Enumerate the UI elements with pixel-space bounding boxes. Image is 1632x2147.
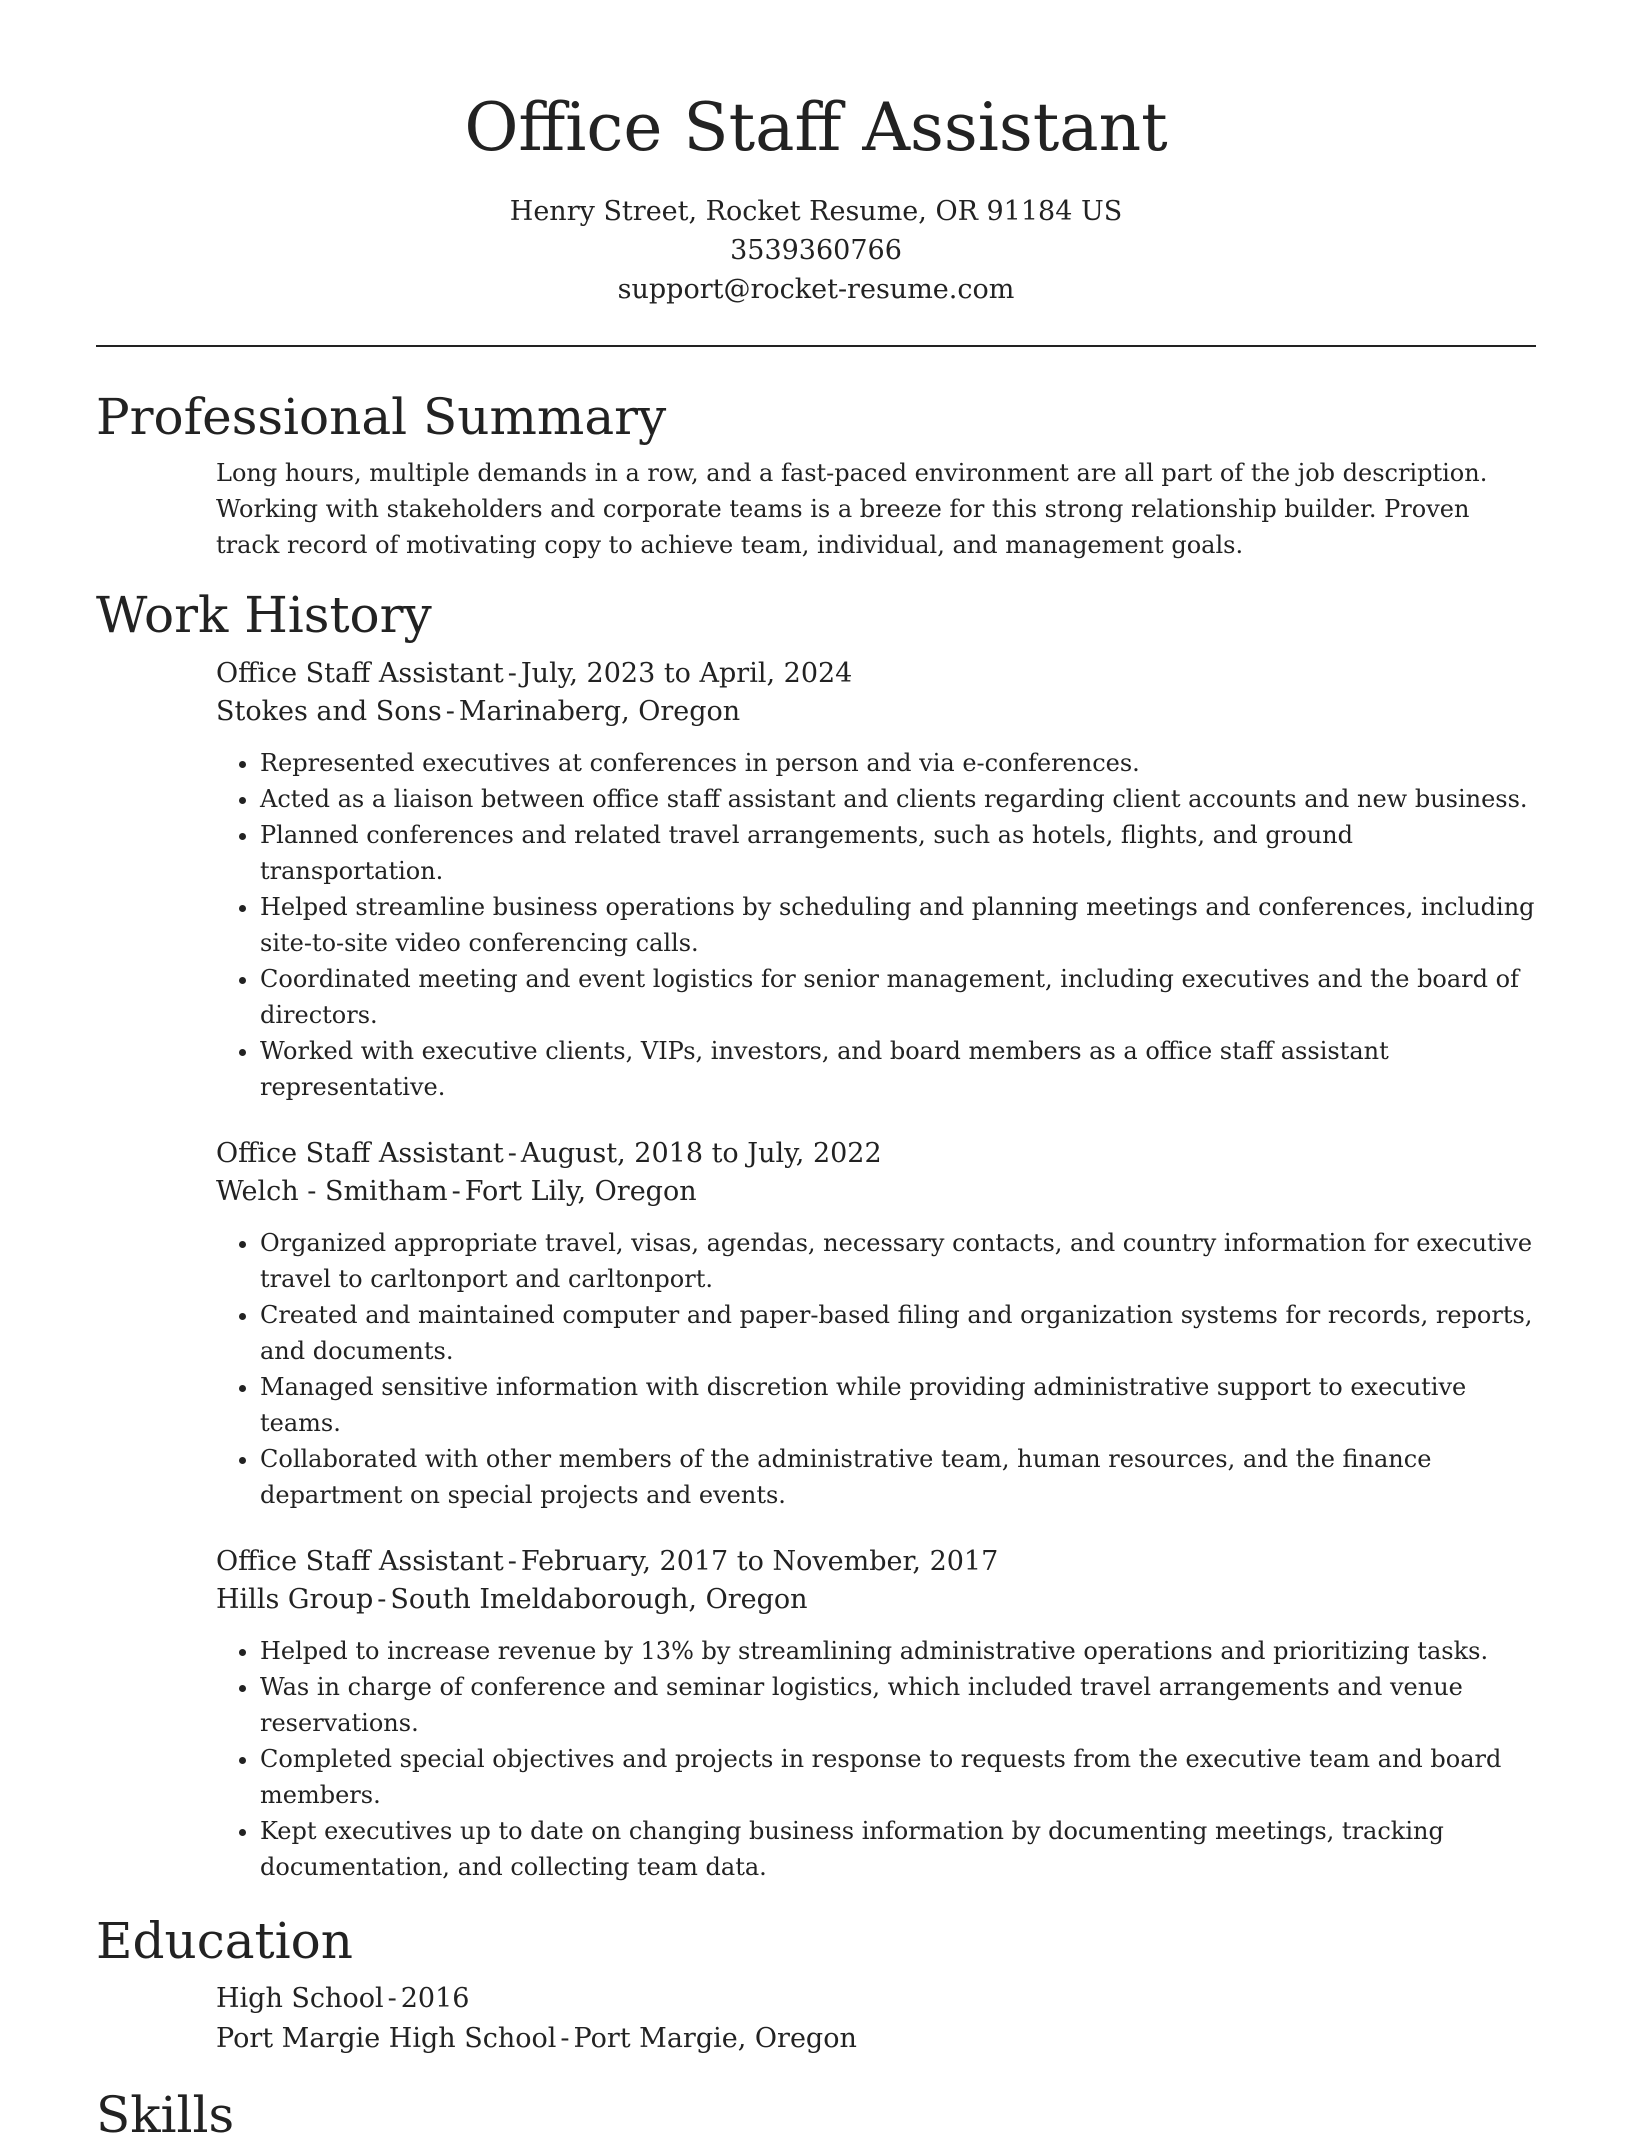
summary-section [96,385,1536,563]
job-bullet: • Helped to increase revenue by 13% by streamlining administrative operations and prioritizing tasks. [260,1633,1536,1669]
education-school: Port Margie High School [216,2023,557,2054]
job-bullet: • Completed special objectives and projects in response to requests from the executive team and board members. [260,1741,1536,1813]
job-location: Marinaberg, Oregon [458,696,741,727]
education-section [96,1909,1536,2059]
job-bullets [216,1225,1536,1513]
job-entry [216,1543,1536,1885]
summary-heading: Professional Summary [96,388,667,446]
job-dates: August, 2018 to July, 2022 [520,1138,882,1169]
job-company: Stokes and Sons [216,696,442,727]
education-heading: Education [96,1912,353,1970]
education-degree: High School [216,1983,384,2014]
job-entry [216,655,1536,1105]
candidate-name: Office Staff Assistant [464,89,1168,166]
resume-header [96,0,1536,347]
job-bullet: • Created and maintained computer and paper-based filing and organization systems for records, reports, and documents. [260,1297,1536,1369]
job-entry [216,1135,1536,1513]
skills-section [96,2083,1536,2147]
education-year: 2016 [400,1983,470,2014]
job-bullet: • Collaborated with other members of the administrative team, human resources, and the finance department on special projects and events. [260,1441,1536,1513]
job-position: Office Staff Assistant [216,1138,504,1169]
resume-page [96,0,1536,2147]
job-bullet: • Managed sensitive information with discretion while providing administrative support to executive teams. [260,1369,1536,1441]
contact-block [96,192,1536,309]
email: support@rocket-resume.com [617,274,1015,305]
job-location: Fort Lily, Oregon [464,1176,697,1207]
job-position: Office Staff Assistant [216,1546,504,1577]
job-position: Office Staff Assistant [216,658,504,689]
job-bullet: • Was in charge of conference and seminar logistics, which included travel arrangements and venue reservations. [260,1669,1536,1741]
job-bullet: • Helped streamline business operations by scheduling and planning meetings and conferences, including site-to-site video conferencing calls. [260,889,1536,961]
job-title-line: Office Staff Assistant - July, 2023 to April, 2024 [216,658,853,689]
summary-text: Long hours, multiple demands in a row, and a fast-paced environment are all part of the job description. Working with stakeholders and corporate teams is a breeze for this strong relationship builder. Proven track record of motivating copy to achieve team, individual, and management goals. [216,459,1488,559]
job-bullet: • Worked with executive clients, VIPs, investors, and board members as a office staff assistant representative. [260,1033,1536,1105]
job-bullet: • Planned conferences and related travel arrangements, such as hotels, flights, and ground transportation. [260,817,1536,889]
job-bullet: • Kept executives up to date on changing business information by documenting meetings, tracking documentation, and collecting team data. [260,1813,1536,1885]
job-bullet: • Coordinated meeting and event logistics for senior management, including executives and the board of directors. [260,961,1536,1033]
job-company: Welch - Smitham [216,1176,448,1207]
education-degree-line: High School - 2016 [216,1983,470,2014]
job-company-line: Welch - Smitham - Fort Lily, Oregon [216,1176,697,1207]
job-bullet: • Organized appropriate travel, visas, agendas, necessary contacts, and country information for executive travel to carltonport and carltonport. [260,1225,1536,1297]
address: Henry Street, Rocket Resume, OR 91184 US [509,196,1123,227]
job-location: South Imeldaborough, Oregon [390,1584,808,1615]
job-company-line: Hills Group - South Imeldaborough, Oregon [216,1584,808,1615]
work-history-section [96,583,1536,1885]
work-history-heading: Work History [96,586,432,644]
education-location: Port Margie, Oregon [573,2023,857,2054]
job-dates: July, 2023 to April, 2024 [520,658,853,689]
job-title-line: Office Staff Assistant - August, 2018 to July, 2022 [216,1138,882,1169]
education-school-line: Port Margie High School - Port Margie, Oregon [216,2023,857,2054]
job-bullets [216,1633,1536,1885]
work-history-list [216,655,1536,1885]
skills-heading: Skills [96,2086,235,2144]
education-entry [216,1979,1536,2059]
job-company: Hills Group [216,1584,374,1615]
phone: 3539360766 [730,235,902,266]
job-company-line: Stokes and Sons - Marinaberg, Oregon [216,696,741,727]
header-divider [96,345,1536,347]
job-bullet: • Represented executives at conferences in person and via e-conferences. [260,745,1536,781]
job-bullet: • Acted as a liaison between office staff assistant and clients regarding client accounts and new business. [260,781,1536,817]
job-title-line: Office Staff Assistant - February, 2017 to November, 2017 [216,1546,999,1577]
job-dates: February, 2017 to November, 2017 [520,1546,999,1577]
job-bullets [216,745,1536,1105]
